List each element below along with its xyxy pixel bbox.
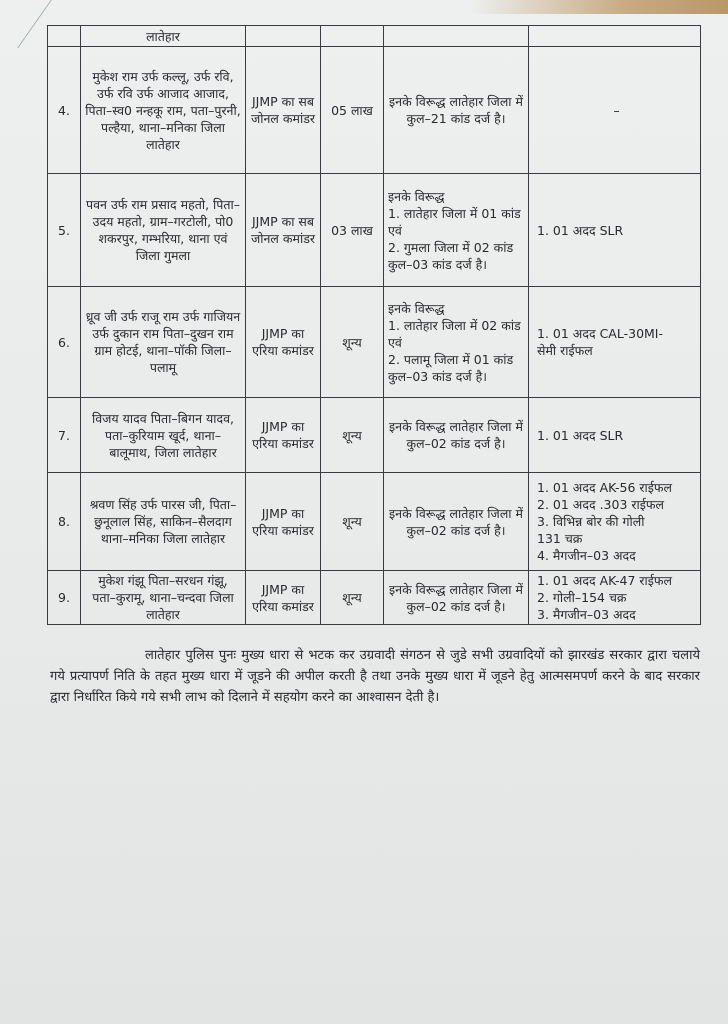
post-cell: JJMP का एरिया कमांडर [246,287,321,398]
weapons-cell: 1. 01 अदद AK-56 राईफल 2. 01 अदद .303 राईफल 3. विभिन्न बोर की गोली 131 चक्र 4. मैगजीन–03 अदद [529,473,701,571]
name-cell: मुकेश गंझू पिता–सरधन गंझू, पता–कुरामू, थाना–चन्दवा जिला लातेहार [81,571,246,625]
cases-cell: इनके विरूद्ध लातेहार जिला में कुल–02 कांड दर्ज है। [384,571,529,625]
weapons-cell: 1. 01 अदद SLR [529,398,701,473]
table-row [48,174,701,287]
name-cell: पवन उर्फ राम प्रसाद महतो, पिता–उदय महतो, ग्राम–गरटोली, पो0 शकरपुर, गम्भरिया, थाना एवं जिला गुमला [81,174,246,287]
weapons-cell: 1. 01 अदद SLR [529,174,701,287]
name-cell: विजय यादव पिता–बिगन यादव, पता–कुरियाम खूर्द, थाना–बालूमाथ, जिला लातेहार [81,398,246,473]
table-row [48,571,701,625]
serial-cell: 8. [48,473,81,571]
reward-cell: 05 लाख [321,47,384,174]
table-row [48,287,701,398]
reward-cell: शून्य [321,398,384,473]
table-row [48,398,701,473]
serial-cell: 4. [48,47,81,174]
table-surface-edge [468,0,728,14]
reward-cell: शून्य [321,473,384,571]
table-row [48,473,701,571]
name-cell: लातेहार [81,26,246,47]
table-row [48,26,701,47]
post-cell: JJMP का एरिया कमांडर [246,398,321,473]
cases-cell: इनके विरूद्ध लातेहार जिला में कुल–21 कांड दर्ज है। [384,47,529,174]
post-cell: JJMP का सब जोनल कमांडर [246,174,321,287]
cases-cell: इनके विरूद्ध 1. लातेहार जिला में 01 कांड एवं 2. गुमला जिला में 02 कांड कुल–03 कांड दर्ज है। [384,174,529,287]
reward-cell: 03 लाख [321,174,384,287]
post-cell: JJMP का एरिया कमांडर [246,473,321,571]
cases-cell: इनके विरूद्ध लातेहार जिला में कुल–02 कांड दर्ज है। [384,473,529,571]
serial-cell: 9. [48,571,81,625]
name-cell: श्रवण सिंह उर्फ पारस जी, पिता–छुनूलाल सिंह, साकिन–सैलदाग थाना–मनिका जिला लातेहार [81,473,246,571]
cases-cell: इनके विरूद्ध लातेहार जिला में कुल–02 कांड दर्ज है। [384,398,529,473]
name-cell: ध्रूव जी उर्फ राजू राम उर्फ गाजियन उर्फ दुकान राम पिता–दुखन राम ग्राम होटई, थाना–पॉकी जिला–पलामू [81,287,246,398]
weapons-cell: 1. 01 अदद AK-47 राईफल 2. गोली–154 चक्र 3. मैगजीन–03 अदद [529,571,701,625]
weapons-cell: – [529,47,701,174]
post-cell: JJMP का एरिया कमांडर [246,571,321,625]
reward-cell: शून्य [321,571,384,625]
surrendered-militants-table [47,25,701,625]
serial-cell: 7. [48,398,81,473]
reward-cell: शून्य [321,287,384,398]
cases-cell: इनके विरूद्ध 1. लातेहार जिला में 02 कांड एवं 2. पलामू जिला में 01 कांड कुल–03 कांड दर्ज है। [384,287,529,398]
weapons-cell: 1. 01 अदद CAL-30MI- सेमी राईफल [529,287,701,398]
serial-cell: 5. [48,174,81,287]
serial-cell: 6. [48,287,81,398]
post-cell: JJMP का सब जोनल कमांडर [246,47,321,174]
name-cell: मुकेश राम उर्फ कल्लू, उर्फ रवि, उर्फ रवि उर्फ आजाद आजाद, पिता–स्व0 नन्हकू राम, पता–पुरनी, पल्हैया, थाना–मनिका जिला लातेहार [81,47,246,174]
appeal-paragraph: लातेहार पुलिस पुनः मुख्य धारा से भटक कर उग्रवादी संगठन से जुडे सभी उग्रवादियों को झारखंड सरकार द्वारा चलाये गये प्रत्यापर्ण निति के तहत मुख्य धारा में जूडने की अपील करती है तथा उनके मुख्य धारा में जूडने हेतु आत्मसमपर्ण करने के बाद सरकार द्वारा निर्धारित किये गये सभी लाभ को दिलाने में सहयोग करने का आश्वासन देती है। [50,648,700,705]
table-row [48,47,701,174]
